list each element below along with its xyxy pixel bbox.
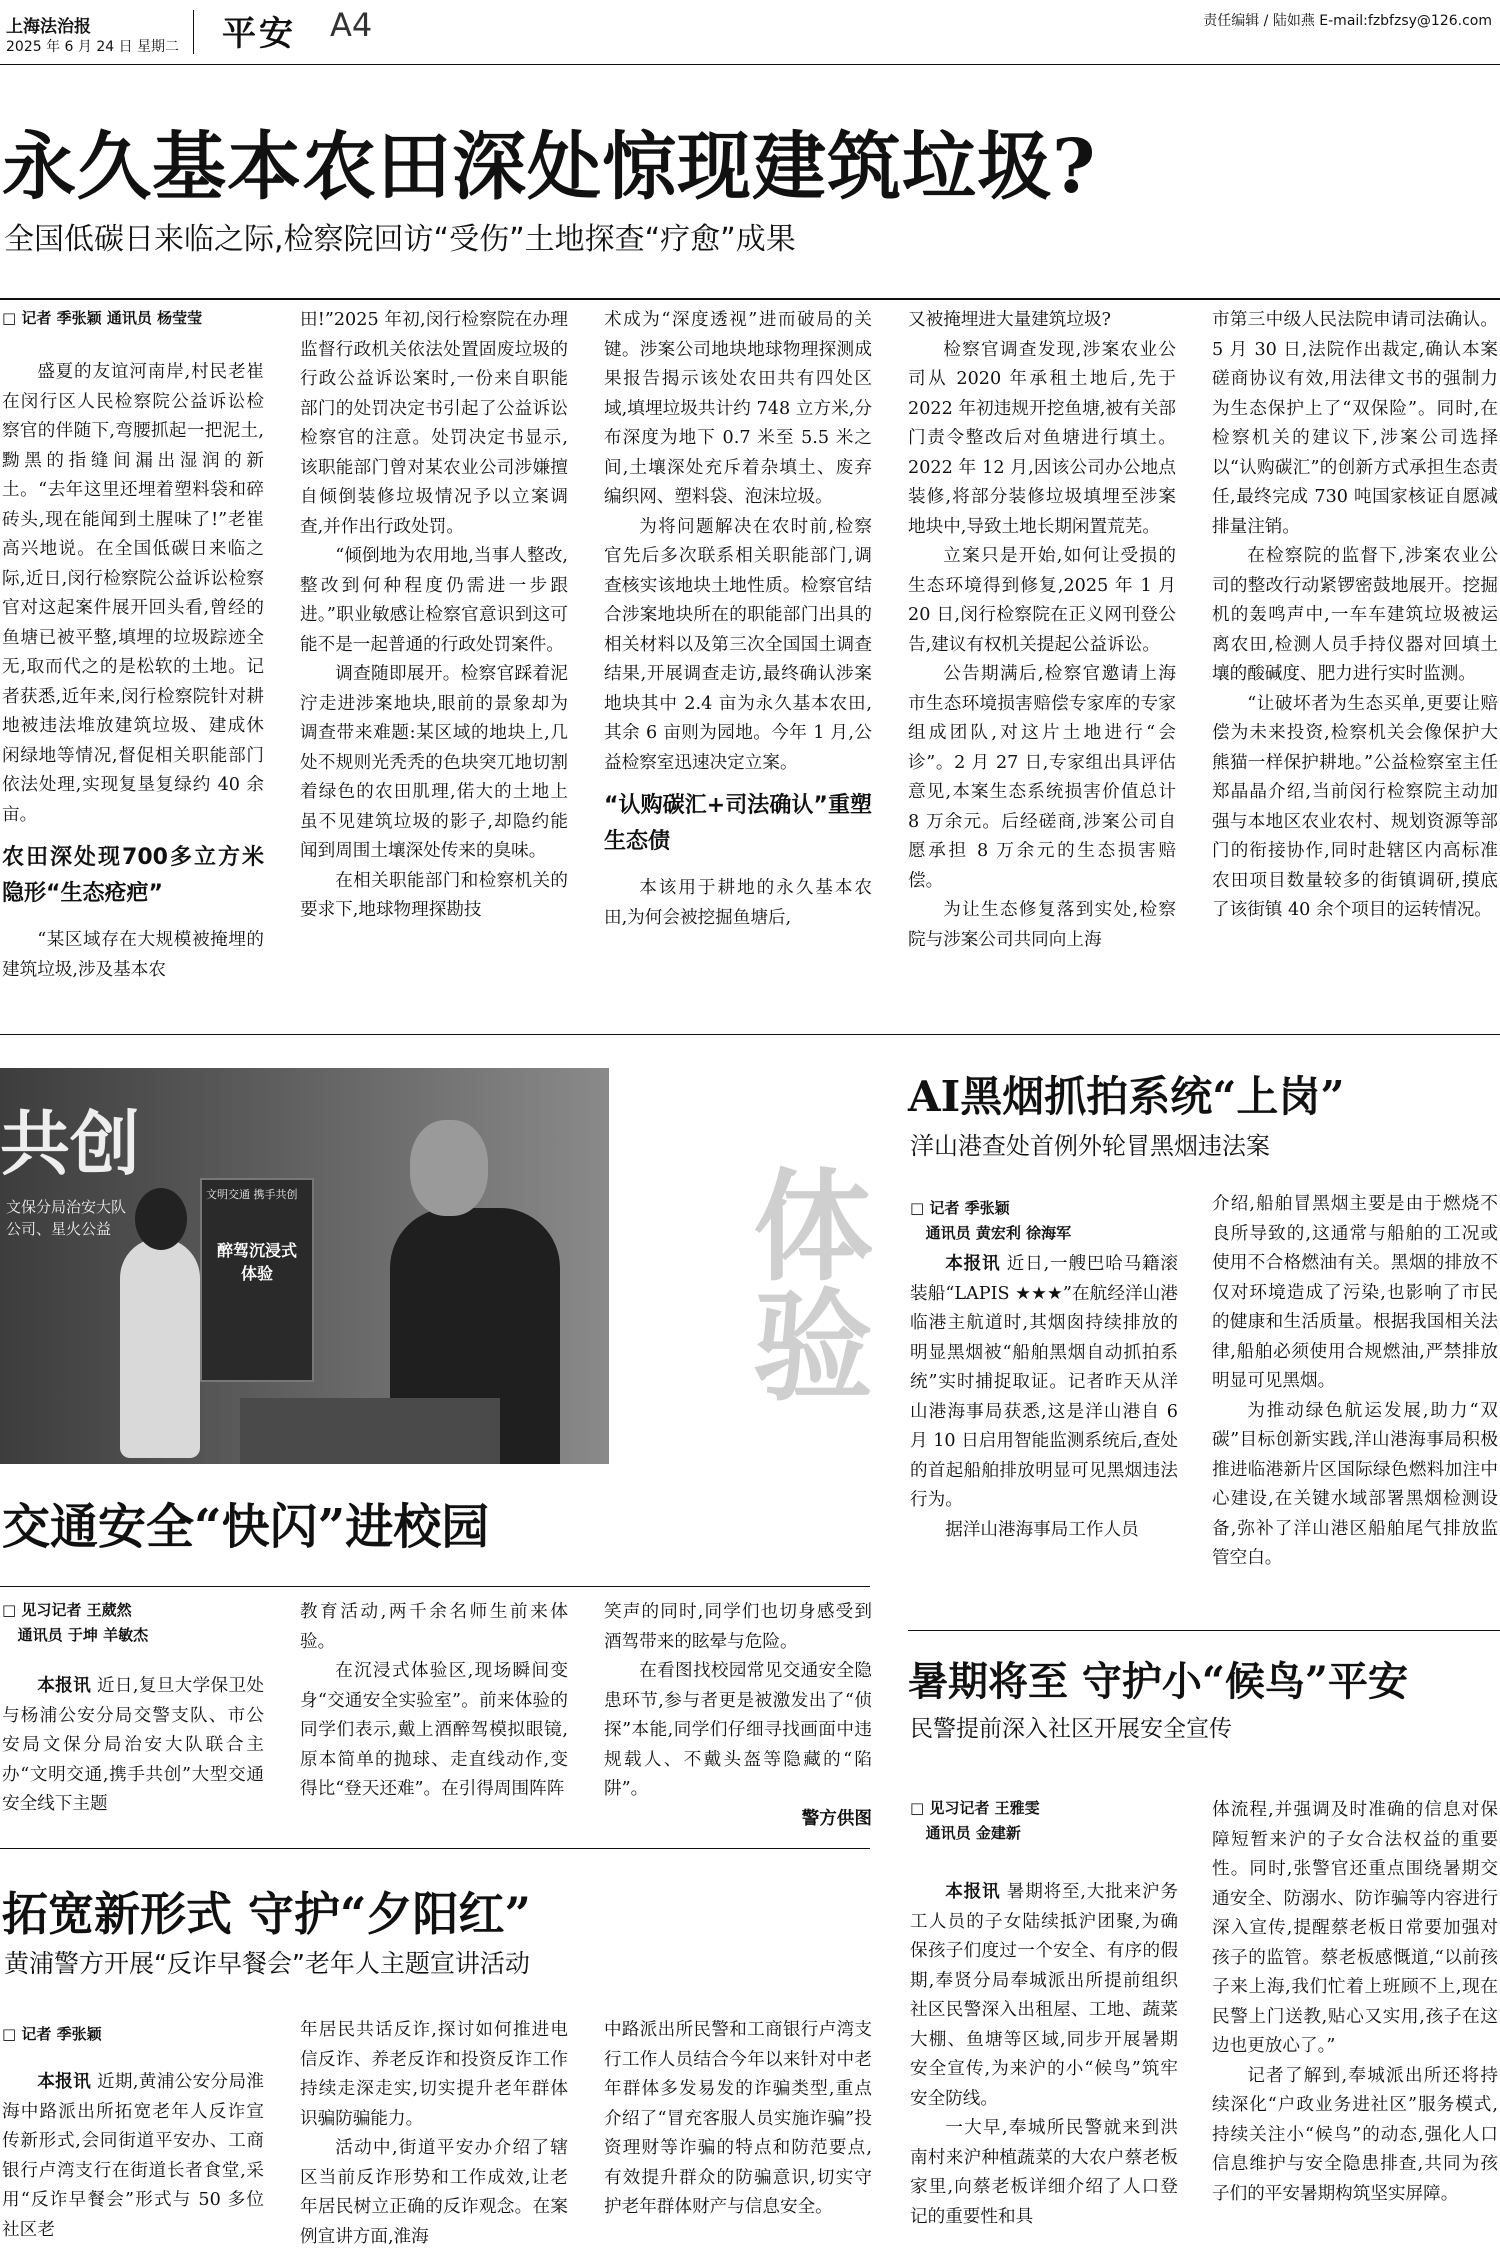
article5-top-rule bbox=[0, 1848, 870, 1849]
paragraph: 教育活动,两千余名师生前来体验。 bbox=[300, 1602, 568, 1652]
article5-col1 bbox=[2, 2068, 264, 2250]
paragraph: “倾倒地为农用地,当事人整改,整改到何种程度仍需进一步跟进。”职业敏感让检察官意识到这可能不是一起普通的行政处罚案件。 bbox=[300, 546, 568, 655]
paragraph: 体流程,并强调及时准确的信息对保障短暂来沪的子女合法权益的重要性。同时,张警官还重点围绕暑期交通安全、防溺水、防诈骗等内容进行深入宣传,提醒蔡老板日常要加强对孩子的监管。蔡老板感慨道,“以前孩子来上海,我们忙着上班顾不上,现在民警上门送教,贴心又实用,孩子在这边也更放心了。” bbox=[1212, 1800, 1498, 2056]
news-photo bbox=[0, 1068, 609, 1464]
paragraph: 笑声的同时,同学们也切身感受到酒驾带来的眩晕与危险。 bbox=[604, 1602, 872, 1652]
article1-subtitle: 全国低碳日来临之际,检察院回访“受伤”土地探查“疗愈”成果 bbox=[4, 222, 796, 257]
article5-title: 拓宽新形式 守护“夕阳红” bbox=[2, 1887, 531, 1941]
article1-col3 bbox=[604, 306, 872, 1006]
article3-title: AI黑烟抓拍系统“上岗” bbox=[908, 1072, 1345, 1121]
paragraph: 为让生态修复落到实处,检察院与涉案公司共同向上海 bbox=[908, 900, 1176, 950]
paragraph: 本该用于耕地的永久基本农田,为何会被挖掘鱼塘后, bbox=[604, 878, 872, 928]
paragraph: 为将问题解决在农时前,检察官先后多次联系相关职能部门,调查核实该地块土地性质。检察官结合涉案地块所在的职能部门出具的相关材料以及第三次全国国土调查结果,开展调查走访,最终确认涉案地块其中 2.4 亩为永久基本农田,其余 6 亩则为园地。今年 1 月,公益检察室迅速决定立案。 bbox=[604, 516, 872, 773]
paragraph: “让破坏者为生态买单,更要让赔偿为未来投资,检察机关会像保护大熊猫一样保护耕地。”公益检察室主任郑晶晶介绍,当前闵行检察院主动加强与本地区农业农村、规划资源等部门的衔接协作,同时赴辖区内高标准农田项目数量较多的街镇调研,摸底了该街镇 40 余个项目的运转情况。 bbox=[1212, 693, 1498, 920]
paragraph: 检察官调查发现,涉案农业公司从 2020 年承租土地后,先于 2022 年初违规开挖鱼塘,被有关部门责令整改后对鱼塘进行填土。2022 年 12 月,因该公司办公地点装修,将部分装修垃圾填埋至涉案地块中,导致土地长期闲置荒芜。 bbox=[908, 339, 1176, 537]
lead-label: 本报讯 bbox=[37, 1676, 92, 1696]
paragraph: 在相关职能部门和检察机关的要求下,地球物理探勘技 bbox=[300, 870, 568, 920]
editor-credit: 责任编辑 / 陆如燕 E-mail:fzbfzsy@126.com bbox=[1203, 13, 1492, 29]
article4-top-rule bbox=[908, 1630, 1500, 1631]
article5-byline: □ 记者 季张颖 bbox=[2, 2025, 102, 2043]
photo-panel-title: 醉驾沉浸式体验 bbox=[216, 1241, 297, 1283]
article3-col1 bbox=[910, 1250, 1178, 1600]
calligraphy-decoration: 体验 bbox=[733, 1163, 874, 1403]
article5-subtitle: 黄浦警方开展“反诈早餐会”老年人主题宣讲活动 bbox=[4, 1949, 530, 1978]
article2-byline: □ 见习记者 王葳然 通讯员 于坤 羊敏杰 bbox=[2, 1601, 149, 1644]
paragraph: 一大早,奉城所民警就来到洪南村来沪种植蔬菜的大农户蔡老板家里,向蔡老板详细介绍了人口登记的重要性和具 bbox=[910, 2118, 1178, 2227]
paragraph: “某区域存在大规模被掩埋的建筑垃圾,涉及基本农 bbox=[2, 930, 264, 980]
photo-banner: 文明交通 携手共创 bbox=[206, 1188, 298, 1201]
article5-col2 bbox=[300, 2016, 568, 2250]
paragraph: 盛夏的友谊河南岸,村民老崔在闵行区人民检察院公益诉讼检察官的伴随下,弯腰抓起一把泥土,黝黑的指缝间漏出湿润的新土。“去年这里还埋着塑料袋和碎砖头,现在能闻到土腥味了!”老崔高兴地说。在全国低碳日来临之际,近日,闵行检察院公益诉讼检察官对这起案件展开回头看,曾经的鱼塘已被平整,填埋的垃圾踪迹全无,取而代之的是松软的土地。记者获悉,近年来,闵行检察院针对耕地被违法堆放建筑垃圾、建成休闲绿地等情况,督促相关职能部门依法处理,实现复垦复绿约 40 余亩。 bbox=[2, 362, 264, 825]
photo-wall-text: 共创 bbox=[0, 1103, 140, 1185]
article1-col1 bbox=[2, 358, 264, 988]
paragraph: 在检察院的监督下,涉案农业公司的整改行动紧锣密鼓地展开。挖掘机的轰鸣声中,一车车建筑垃圾被运离农田,检测人员手持仪器对回填土壤的酸碱度、肥力进行实时监测。 bbox=[1212, 546, 1498, 684]
paragraph: 立案只是开始,如何让受损的生态环境得到修复,2025 年 1 月 20 日,闵行检察院在正义网刊登公告,建议有权机关提起公益诉讼。 bbox=[908, 546, 1176, 655]
paragraph: 在看图找校园常见交通安全隐患环节,参与者更是被激发出了“侦探”本能,同学们仔细寻找画面中违规载人、不戴头盔等隐藏的“陷阱”。 bbox=[604, 1661, 872, 1799]
article4-col2 bbox=[1212, 1796, 1498, 2248]
photo-credit: 警方供图 bbox=[801, 1808, 872, 1828]
paragraph: 调查随即展开。检察官踩着泥泞走进涉案地块,眼前的景象却为调查带来难题:某区域的地块上,几处不规则光秃秃的色块突兀地切割着绿色的农田肌理,偌大的土地上虽不见建筑垃圾的影子,却隐约能闻到周围土壤深处传来的臭味。 bbox=[300, 664, 568, 861]
paragraph: 本报讯 近期,黄浦公安分局淮海中路派出所拓宽老年人反诈宣传新形式,会同街道平安办、工商银行卢湾支行在街道长者食堂,采用“反诈早餐会”形式与 50 多位社区老 bbox=[2, 2072, 264, 2240]
photo-person-student-head bbox=[135, 1188, 187, 1250]
paragraph: 本报讯 暑期将至,大批来沪务工人员的子女陆续抵沪团聚,为确保孩子们度过一个安全、有序的假期,奉贤分局奉城派出所提前组织社区民警深入出租屋、工地、蔬菜大棚、鱼塘等区域,同步开展暑期安全宣传,为来沪的小“候鸟”筑牢安全防线。 bbox=[910, 1882, 1178, 2109]
photo-sign-1: 文保分局治安大队 bbox=[6, 1198, 127, 1216]
masthead-rule bbox=[0, 64, 1500, 65]
article3-col2 bbox=[1212, 1190, 1498, 1600]
article1-col4 bbox=[908, 306, 1176, 1006]
article3-byline: □ 记者 季张颖 通讯员 黄宏利 徐海军 bbox=[910, 1199, 1072, 1242]
paragraph: 记者了解到,奉城派出所还将持续深化“户政业务进社区”服务模式,持续关注小“候鸟”的动态,强化人口信息维护与安全隐患排查,共同为孩子们的平安暑期构筑坚实屏障。 bbox=[1212, 2065, 1498, 2204]
article1-title: 永久基本农田深处惊现建筑垃圾? bbox=[2, 124, 1097, 210]
newspaper-logo: 上海法治报 bbox=[6, 17, 91, 37]
article4-title: 暑期将至 守护小“候鸟”平安 bbox=[908, 1658, 1408, 1705]
photo-table bbox=[240, 1398, 500, 1464]
page-number: A4 bbox=[330, 6, 373, 44]
article3-subtitle: 洋山港查处首例外轮冒黑烟违法案 bbox=[910, 1132, 1270, 1160]
article1-byline: □ 记者 季张颖 通讯员 杨莹莹 bbox=[2, 309, 203, 327]
paragraph: 年居民共话反诈,探讨如何推进电信反诈、养老反诈和投资反诈工作持续走深走实,切实提升老年群体识骗防骗能力。 bbox=[300, 2020, 568, 2129]
paragraph: 本报讯 近日,一艘巴哈马籍滚装船“LAPIS ★★★”在航经洋山港临港主航道时,其烟囱持续排放的明显黑烟被“船舶黑烟自动抓拍系统”实时捕捉取证。记者昨天从洋山港海事局获悉,这是洋山港自 6 月 10 日启用智能监测系统后,查处的首起船舶排放明显可见黑烟违法行为。 bbox=[910, 1254, 1178, 1510]
lead-label: 本报讯 bbox=[945, 1882, 1001, 1902]
paragraph: 田!”2025 年初,闵行检察院在办理监督行政机关依法处置固废垃圾的行政公益诉讼案时,一份来自职能部门的处罚决定书引起了公益诉讼检察官的注意。处罚决定书显示,该职能部门曾对某农业公司涉嫌擅自倾倒装修垃圾情况予以立案调查,并作出行政处罚。 bbox=[300, 310, 568, 537]
article1-rule bbox=[0, 298, 1500, 300]
paragraph: 市第三中级人民法院申请司法确认。5 月 30 日,法院作出裁定,确认本案磋商协议有效,用法律文书的强制力为生态保护上了“双保险”。同时,在检察机关的建议下,涉案公司选择以“认购碳汇”的创新方式承担生态责任,最终完成 730 吨国家核证自愿减排量注销。 bbox=[1212, 310, 1498, 537]
masthead-divider bbox=[193, 10, 194, 54]
paragraph: 活动中,街道平安办介绍了辖区当前反诈形势和工作成效,让老年居民树立正确的反诈观念。在案例宣讲方面,淮海 bbox=[300, 2138, 568, 2247]
paragraph: 又被掩埋进大量建筑垃圾? bbox=[908, 310, 1111, 330]
photo-person-officer-head bbox=[410, 1120, 488, 1216]
article4-subtitle: 民警提前深入社区开展安全宣传 bbox=[910, 1716, 1232, 1742]
paragraph: 术成为“深度透视”进而破局的关键。涉案公司地块地球物理探测成果报告揭示该处农田共有四处区域,填埋垃圾共计约 748 立方米,分布深度为地下 0.7 米至 5.5 米之间,土壤深处充斥着杂填土、废弃编织网、塑料袋、泡沫垃圾。 bbox=[604, 310, 872, 507]
article5-col3 bbox=[604, 2016, 872, 2250]
paragraph: 介绍,船舶冒黑烟主要是由于燃烧不良所导致的,这通常与船舶的工况或使用不合格燃油有关。黑烟的排放不仅对环境造成了污染,也影响了市民的健康和生活质量。根据我国相关法律,船舶必须使用合规燃油,严禁排放明显可见黑烟。 bbox=[1212, 1194, 1498, 1391]
article2-col3 bbox=[604, 1598, 872, 1828]
issue-date: 2025 年 6 月 24 日 星期二 bbox=[6, 39, 180, 55]
article1-col2 bbox=[300, 306, 568, 1006]
lead-label: 本报讯 bbox=[945, 1254, 1001, 1274]
article1-bottom-rule bbox=[0, 1034, 1500, 1035]
article4-col1 bbox=[910, 1878, 1178, 2248]
photo-panel bbox=[200, 1178, 314, 1382]
article1-subheading-1: 农田深处现700多立方米隐形“生态疮疤” bbox=[2, 845, 264, 906]
paragraph: 在沉浸式体验区,现场瞬间变身“交通安全实验室”。前来体验的同学们表示,戴上酒醉驾模拟眼镜,原本简单的抛球、走直线动作,变得比“登天还难”。在引得周围阵阵 bbox=[300, 1661, 568, 1799]
article1-col5 bbox=[1212, 306, 1498, 1006]
article4-byline: □ 见习记者 王雅雯 通讯员 金建新 bbox=[910, 1799, 1040, 1842]
article2-col2 bbox=[300, 1598, 568, 1828]
paragraph: 本报讯 近日,复旦大学保卫处与杨浦公安分局交警支队、市公安局文保分局治安大队联合主办“文明交通,携手共创”大型交通安全线下主题 bbox=[2, 1676, 264, 1814]
paragraph: 中路派出所民警和工商银行卢湾支行工作人员结合今年以来针对中老年群体多发易发的诈骗类型,重点介绍了“冒充客服人员实施诈骗”投资理财等诈骗的特点和防范要点,有效提升群众的防骗意识,切实守护老年群体财产与信息安全。 bbox=[604, 2020, 872, 2217]
article2-rule bbox=[0, 1586, 870, 1587]
article2-col1 bbox=[2, 1672, 264, 1822]
photo-sign-2: 公司、星火公益 bbox=[6, 1220, 112, 1238]
article2-title: 交通安全“快闪”进校园 bbox=[2, 1499, 490, 1555]
paragraph: 公告期满后,检察官邀请上海市生态环境损害赔偿专家库的专家组成团队,对这片土地进行“会诊”。2 月 27 日,专家组出具评估意见,本案生态系统损害价值总计 8 万余元。后经磋商,涉案公司自愿承担 8 万余元的生态损害赔偿。 bbox=[908, 664, 1176, 891]
paragraph: 为推动绿色航运发展,助力“双碳”目标创新实践,洋山港海事局积极推进临港新片区国际绿色燃料加注中心建设,在关键水域部署黑烟检测设备,弥补了洋山港区船舶尾气排放监管空白。 bbox=[1212, 1400, 1498, 1568]
lead-label: 本报讯 bbox=[37, 2072, 92, 2092]
article1-subheading-2: “认购碳汇+司法确认”重塑生态债 bbox=[604, 793, 872, 854]
paragraph: 据洋山港海事局工作人员 bbox=[945, 1519, 1139, 1540]
photo-person-student bbox=[120, 1238, 200, 1458]
section-name: 平安 bbox=[222, 14, 296, 54]
